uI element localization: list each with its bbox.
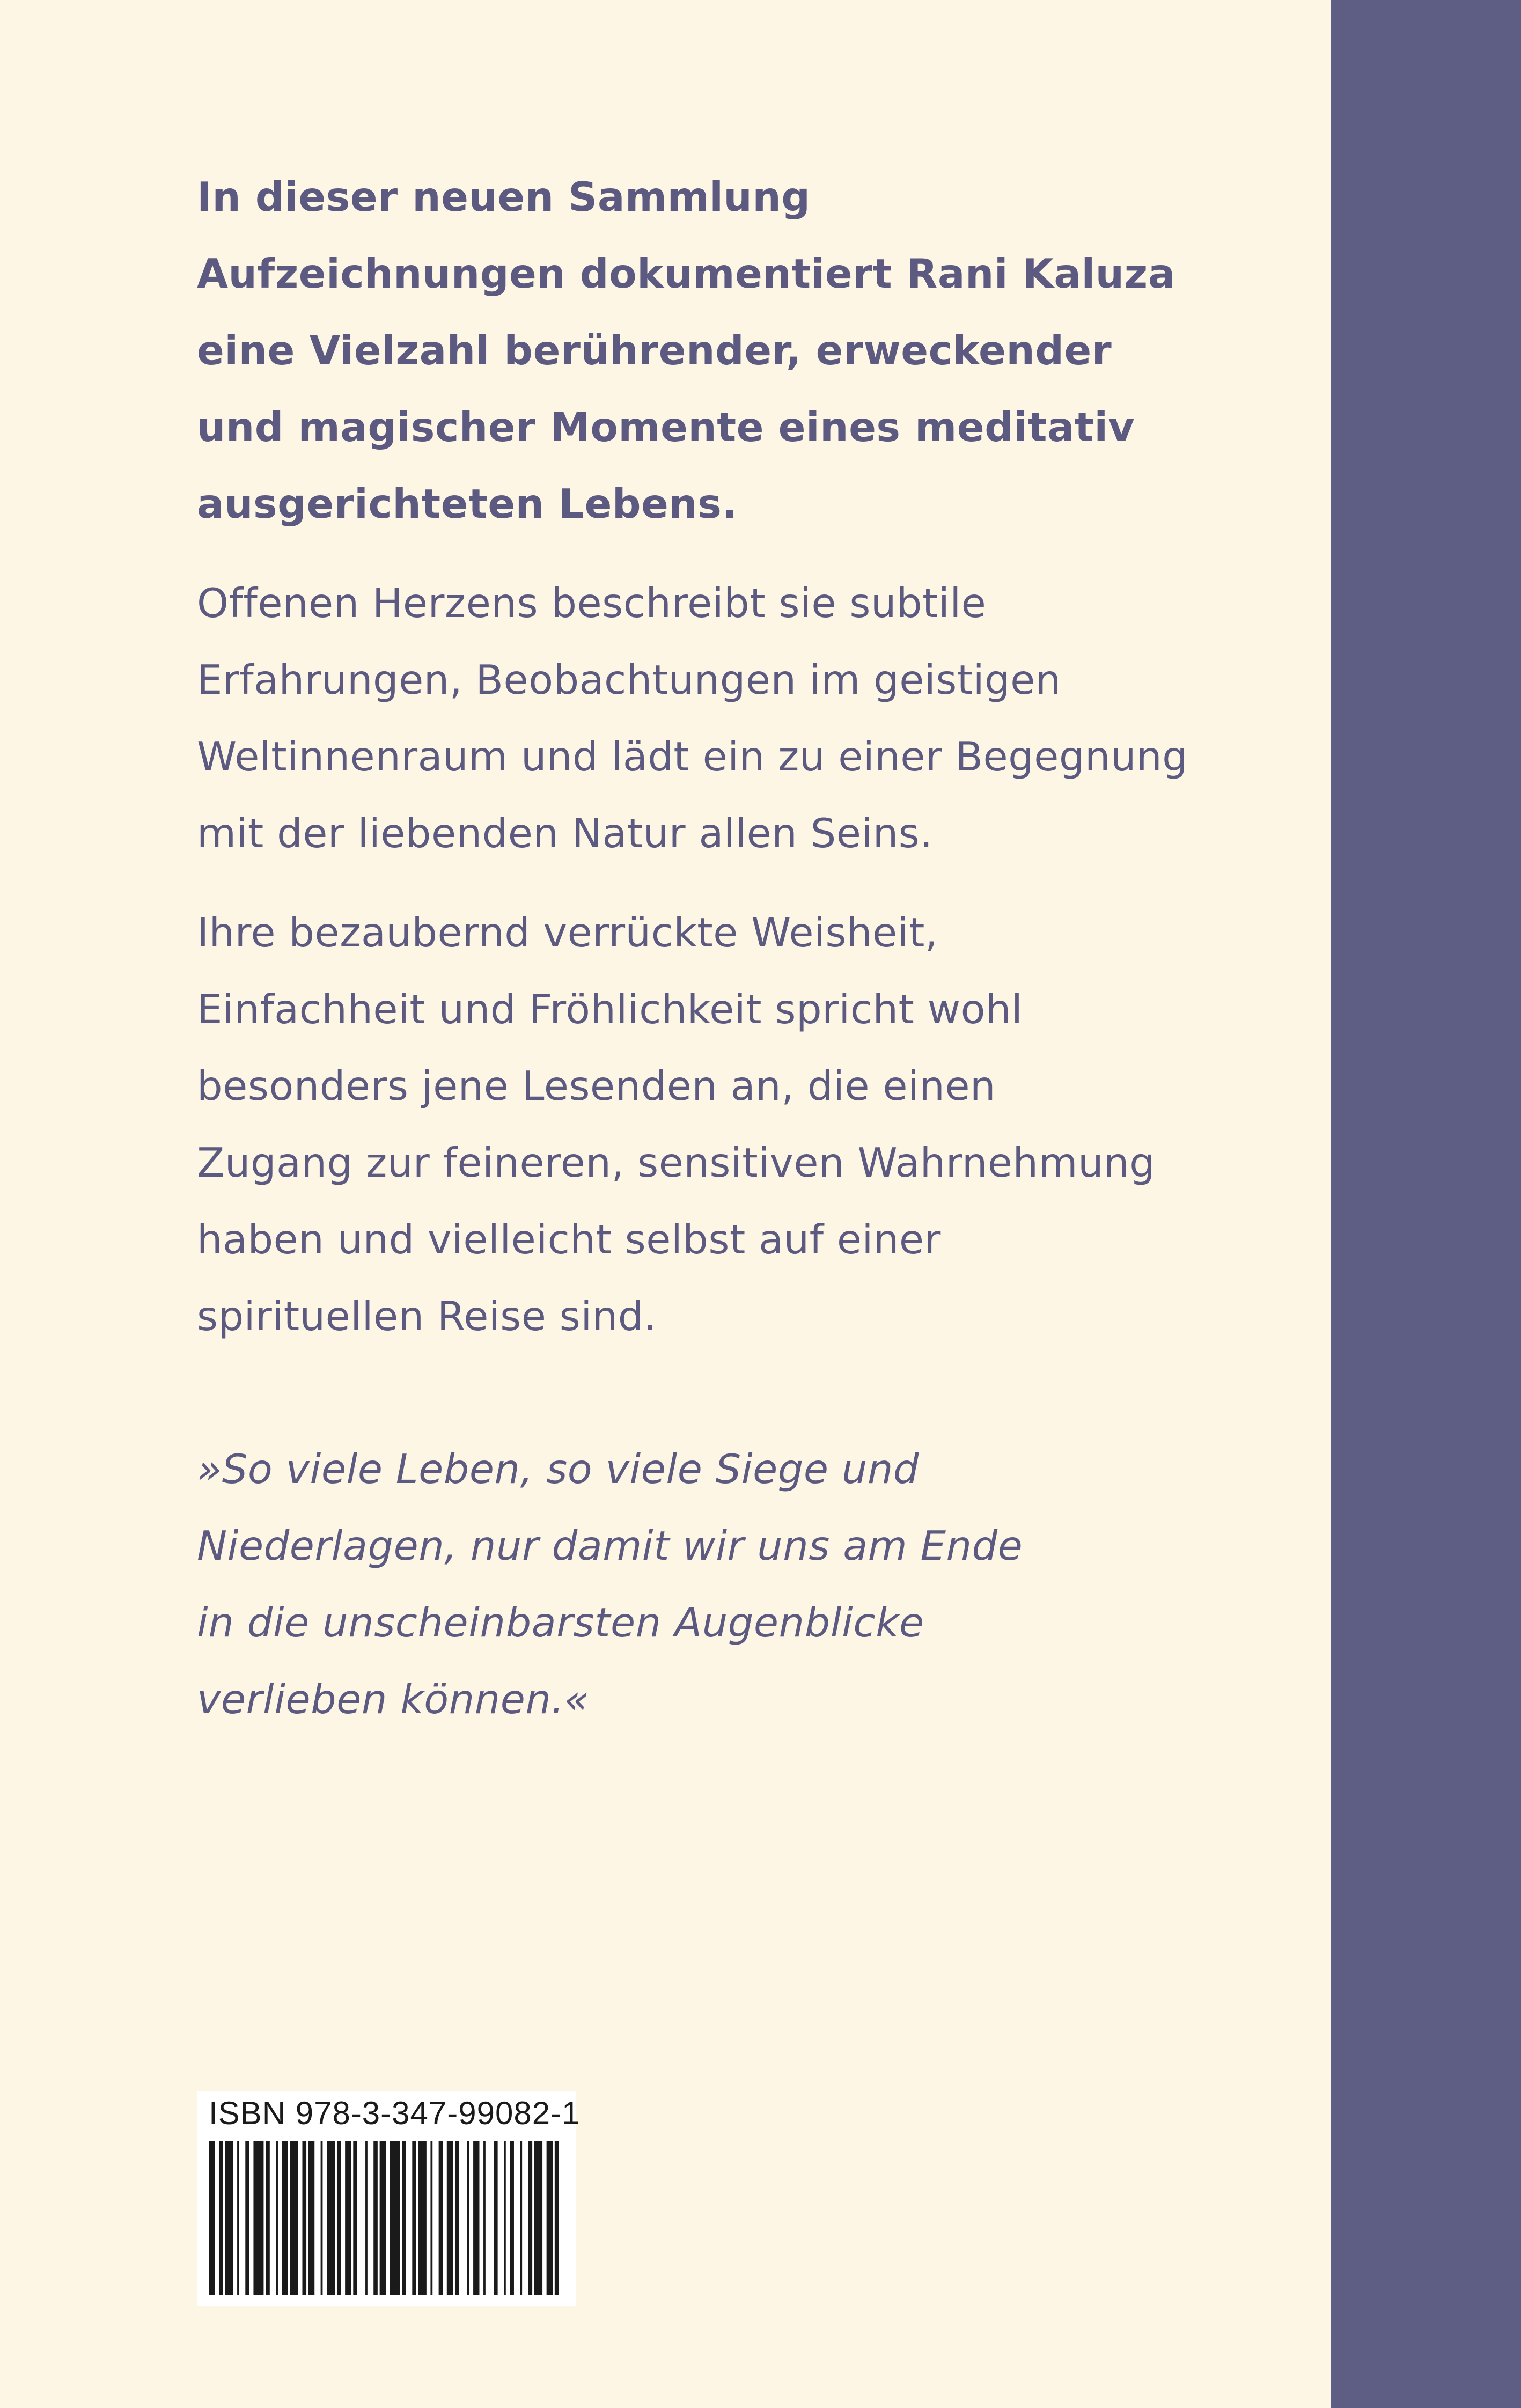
barcode-bar xyxy=(290,2141,298,2295)
barcode-bar xyxy=(555,2141,559,2295)
barcode-bar xyxy=(504,2141,506,2295)
barcode-bar xyxy=(225,2141,233,2295)
barcode-bar xyxy=(266,2141,270,2295)
barcode-bar xyxy=(430,2141,432,2295)
barcode-bar xyxy=(483,2141,486,2295)
barcode-bar xyxy=(380,2141,386,2295)
blurb-paragraph-audience: Ihre bezaubernd verrückte Weisheit, Einfachheit und Fröhlichkeit spricht wohl besonders jene Lesenden an, die einen Zugang zur feineren, sensitiven Wahrnehmung haben und vielleicht selbst auf einer spirituellen Reise sind. xyxy=(197,909,1156,1340)
barcode-bar xyxy=(282,2141,288,2295)
blurb-paragraph-intro: In dieser neuen Sammlung Aufzeichnungen dokumentiert Rani Kaluza eine Vielzahl berührender, erweckender und magischer Momente eines meditativ ausgerichteten Lebens. xyxy=(197,173,1175,527)
barcode-bar xyxy=(308,2141,314,2295)
barcode-bar xyxy=(253,2141,263,2295)
barcode-bar xyxy=(337,2141,341,2295)
barcode-bar xyxy=(390,2141,400,2295)
barcode-icon xyxy=(209,2141,563,2295)
barcode-bar xyxy=(510,2141,514,2295)
barcode-bar xyxy=(276,2141,278,2295)
barcode-bar xyxy=(237,2141,239,2295)
barcode-bar xyxy=(528,2141,533,2295)
barcode-bar xyxy=(473,2141,479,2295)
barcode-bar xyxy=(302,2141,306,2295)
barcode-bar xyxy=(494,2141,498,2295)
barcode-bar xyxy=(321,2141,323,2295)
barcode-bar xyxy=(353,2141,357,2295)
barcode-bar xyxy=(439,2141,443,2295)
barcode-bar xyxy=(447,2141,453,2295)
barcode-bar xyxy=(373,2141,378,2295)
barcode-bar xyxy=(327,2141,335,2295)
spine-color-band xyxy=(1331,0,1521,2408)
barcode-bar xyxy=(534,2141,542,2295)
barcode-bar xyxy=(402,2141,406,2295)
barcode-bar xyxy=(245,2141,249,2295)
isbn-barcode-box xyxy=(197,2091,581,2306)
barcode-bar xyxy=(520,2141,522,2295)
blurb-text xyxy=(197,159,1281,1738)
barcode-bar xyxy=(418,2141,427,2295)
book-quote: »So viele Leben, so viele Siege und Niederlagen, nur damit wir uns am Ende in die unscheinbarsten Augenblicke verlieben können.« xyxy=(197,1445,1023,1723)
barcode-bar xyxy=(345,2141,351,2295)
barcode-bar xyxy=(219,2141,223,2295)
barcode-bar xyxy=(365,2141,368,2295)
barcode-bar xyxy=(467,2141,469,2295)
barcode-bar xyxy=(412,2141,416,2295)
barcode-bar xyxy=(547,2141,553,2295)
barcode-bar xyxy=(209,2141,215,2295)
barcode-bar xyxy=(455,2141,459,2295)
isbn-number: ISBN 978-3-347-99082-1 xyxy=(209,2095,581,2131)
blurb-paragraph-description: Offenen Herzens beschreibt sie subtile Erfahrungen, Beobachtungen im geistigen Weltinnenraum und lädt ein zu einer Begegnung mit der liebenden Natur allen Seins. xyxy=(197,579,1188,857)
